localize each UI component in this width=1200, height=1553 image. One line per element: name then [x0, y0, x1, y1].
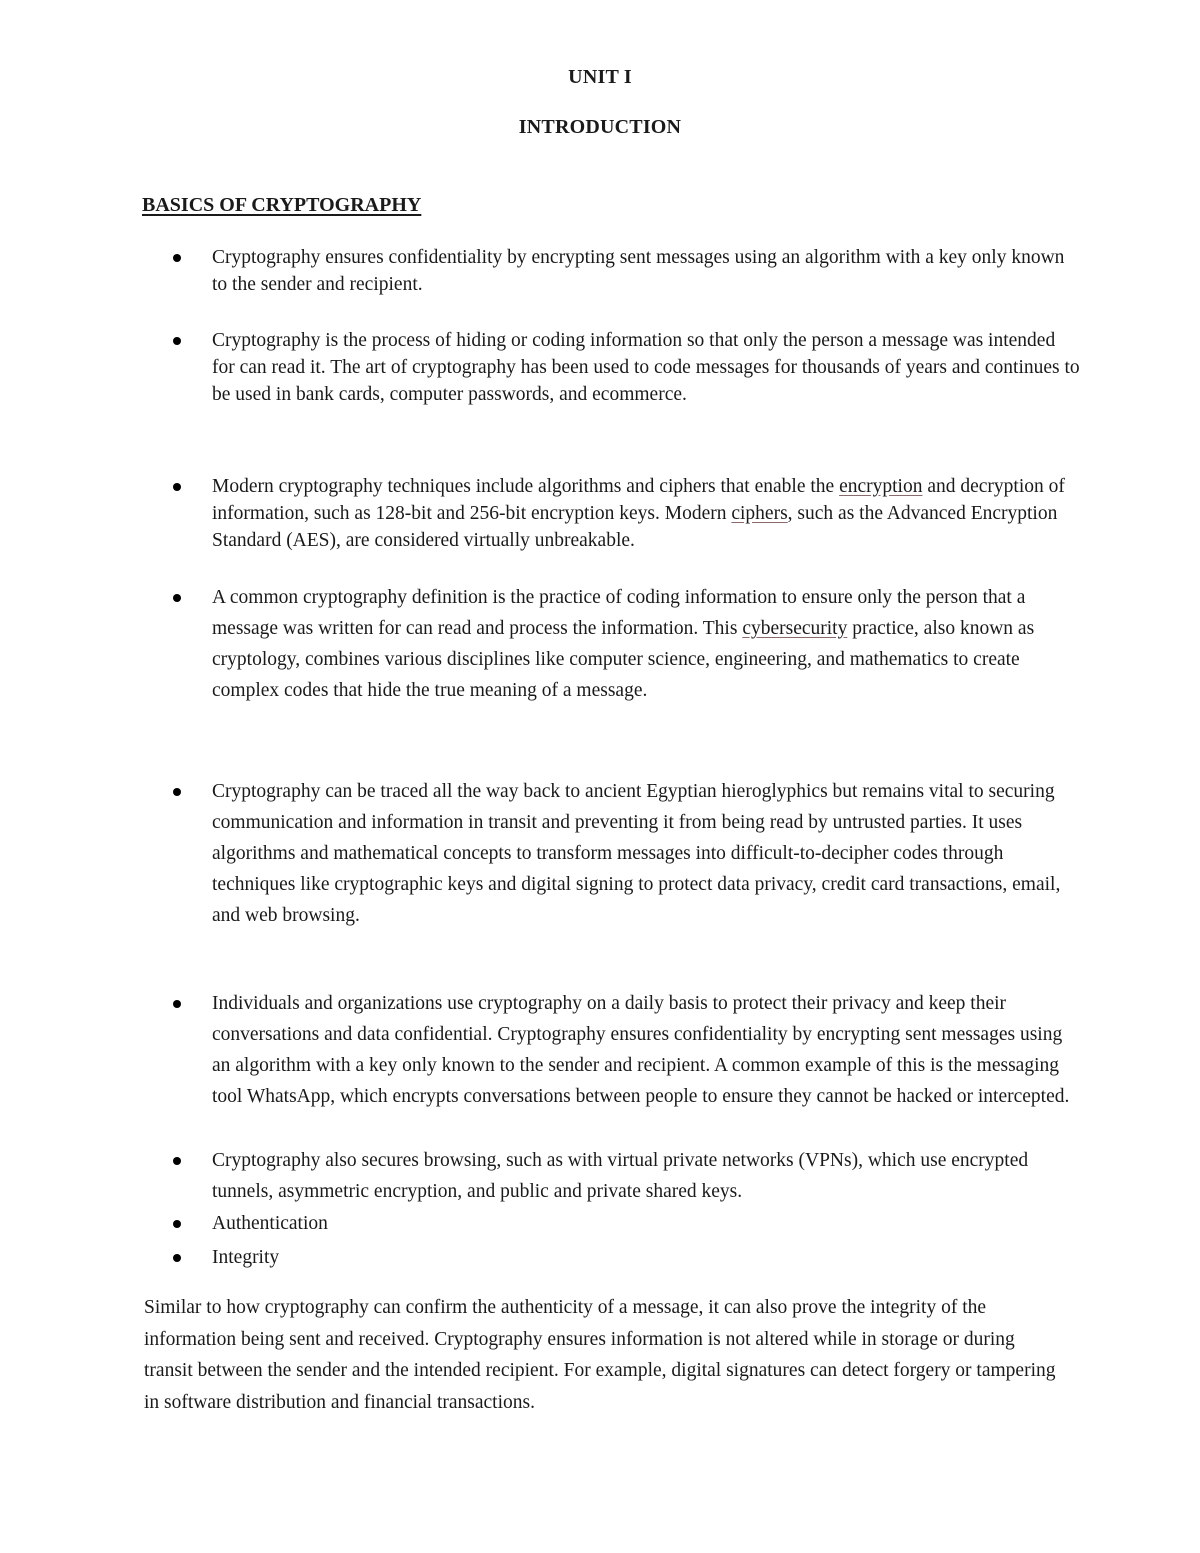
list-item: [212, 1208, 1082, 1239]
bullet-icon: [173, 1220, 181, 1228]
bullet-icon: [173, 1157, 181, 1165]
list-item-text: Cryptography also secures browsing, such as with virtual private networks (VPNs), which use encrypted tunnels, asymmetric encryption, and public and private shared keys.: [212, 1150, 1029, 1202]
list-item: [212, 582, 1082, 706]
list-item-text: Authentication: [212, 1213, 328, 1234]
encryption-link[interactable]: encryption: [839, 476, 923, 497]
page-title: INTRODUCTION: [518, 116, 682, 138]
list-item-text: and decryption of information, such as 128-bit and 256-bit encryption keys. Modern: [212, 476, 1065, 524]
list-item-text: Individuals and organizations use cryptography on a daily basis to protect their privacy and keep their conversations and data confidential. Cryptography ensures confidentiality by encrypting sent messages using an algorithm with a key only known to the sender and recipient. A common example of this is the messaging tool WhatsApp, which encrypts conversations between people to ensure they cannot be hacked or intercepted.: [212, 993, 1070, 1107]
list-item: [212, 988, 1082, 1112]
list-item: [212, 473, 1082, 554]
list-item-text: practice, also known as cryptology, combines various disciplines like computer science, engineering, and mathematics to create complex codes that hide the true meaning of a message.: [212, 618, 1035, 701]
section-heading: BASICS OF CRYPTOGRAPHY: [142, 194, 422, 216]
bullet-icon: [173, 483, 181, 491]
bullet-icon: [173, 337, 181, 345]
list-item-text: Cryptography ensures confidentiality by encrypting sent messages using an algorithm with a key only known to the sender and recipient.: [212, 247, 1065, 295]
ciphers-link[interactable]: ciphers: [731, 503, 788, 524]
list-item: [212, 1145, 1082, 1207]
list-item-text: Integrity: [212, 1247, 280, 1268]
list-item-text: Cryptography is the process of hiding or coding information so that only the person a message was intended for can read it. The art of cryptography has been used to code messages for thousands of years and continues to be used in bank cards, computer passwords, and ecommerce.: [212, 330, 1080, 405]
bullet-icon: [173, 594, 181, 602]
list-item: [212, 1242, 1082, 1273]
list-item: [212, 327, 1082, 408]
bullet-icon: [173, 1254, 181, 1262]
list-item-text: Modern cryptography techniques include algorithms and ciphers that enable the: [212, 476, 840, 497]
list-item: [212, 776, 1082, 931]
list-item-text: A common cryptography definition is the practice of coding information to ensure only the person that a message was written for can read and process the information. This: [212, 587, 1026, 639]
bullet-icon: [173, 254, 181, 262]
list-item-text: Cryptography can be traced all the way back to ancient Egyptian hieroglyphics but remains vital to securing communication and information in transit and preventing it from being read by untrusted parties. It uses algorithms and mathematical concepts to transform messages into difficult-to-decipher codes through techniques like cryptographic keys and digital signing to protect data privacy, credit card transactions, email, and web browsing.: [212, 781, 1061, 926]
list-item: [212, 244, 1082, 298]
closing-paragraph: Similar to how cryptography can confirm the authenticity of a message, it can also prove the integrity of the information being sent and received. Cryptography ensures information is not altered while in storage or during transit between the sender and the intended recipient. For example, digital signatures can detect forgery or tampering in software distribution and financial transactions.: [144, 1297, 1056, 1413]
bullet-icon: [173, 1000, 181, 1008]
cybersecurity-link[interactable]: cybersecurity: [742, 618, 848, 639]
list-item-text: , such as the Advanced Encryption Standard (AES), are considered virtually unbreakable.: [212, 503, 1058, 551]
bullet-icon: [173, 788, 181, 796]
unit-title: UNIT I: [568, 66, 632, 88]
